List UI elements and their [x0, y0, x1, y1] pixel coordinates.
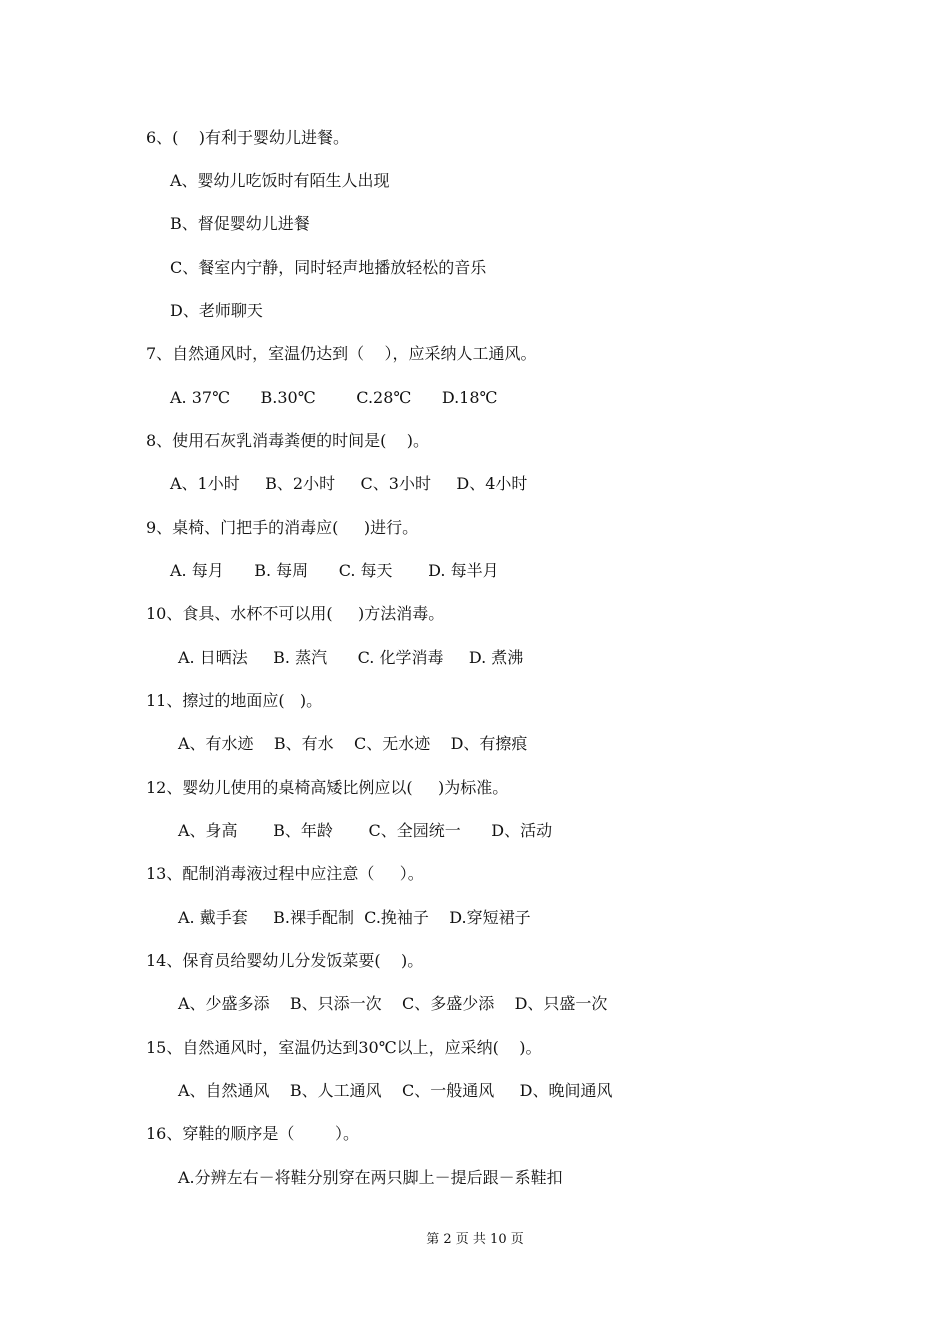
question-6-option-b: B、督促婴幼儿进餐 [170, 214, 310, 233]
question-6-option-c: C、餐室内宁静，同时轻声地播放轻松的音乐 [170, 258, 487, 277]
question-stem-16: 16、穿鞋的顺序是（ ）。 [146, 1124, 360, 1143]
question-16-option-a: A.分辨左右－将鞋分别穿在两只脚上－提后跟－系鞋扣 [178, 1168, 563, 1187]
question-stem-14: 14、保育员给婴幼儿分发饭菜要( )。 [146, 951, 424, 970]
question-stem-9: 9、桌椅、门把手的消毒应( )进行。 [146, 518, 419, 537]
question-11-options: A、有水迹 B、有水 C、无水迹 D、有擦痕 [178, 734, 528, 753]
question-9-options: A. 每月 B. 每周 C. 每天 D. 每半月 [170, 561, 499, 580]
question-stem-15: 15、自然通风时，室温仍达到30℃以上，应采纳( )。 [146, 1038, 542, 1057]
question-stem-6: 6、( )有利于婴幼儿进餐。 [146, 128, 350, 147]
question-stem-11: 11、擦过的地面应( )。 [146, 691, 323, 710]
question-10-options: A. 日晒法 B. 蒸汽 C. 化学消毒 D. 煮沸 [178, 648, 524, 667]
question-stem-12: 12、婴幼儿使用的桌椅高矮比例应以( )为标准。 [146, 778, 509, 797]
question-6-option-d: D、老师聊天 [170, 301, 263, 320]
question-12-options: A、身高 B、年龄 C、全园统一 D、活动 [178, 821, 553, 840]
question-13-options: A. 戴手套 B.裸手配制 C.挽袖子 D.穿短裙子 [178, 908, 531, 927]
question-stem-13: 13、配制消毒液过程中应注意（ ）。 [146, 864, 424, 883]
question-stem-8: 8、使用石灰乳消毒粪便的时间是( )。 [146, 431, 430, 450]
question-14-options: A、少盛多添 B、只添一次 C、多盛少添 D、只盛一次 [178, 994, 608, 1013]
question-7-options: A. 37℃ B.30℃ C.28℃ D.18℃ [170, 388, 498, 407]
question-15-options: A、自然通风 B、人工通风 C、一般通风 D、晚间通风 [178, 1081, 613, 1100]
question-stem-10: 10、食具、水杯不可以用( )方法消毒。 [146, 604, 445, 623]
question-8-options: A、1小时 B、2小时 C、3小时 D、4小时 [170, 474, 528, 493]
question-6-option-a: A、婴幼儿吃饭时有陌生人出现 [170, 171, 390, 190]
question-stem-7: 7、自然通风时，室温仍达到（ ），应采纳人工通风。 [146, 344, 537, 363]
page-footer: 第 2 页 共 10 页 [426, 1232, 524, 1247]
